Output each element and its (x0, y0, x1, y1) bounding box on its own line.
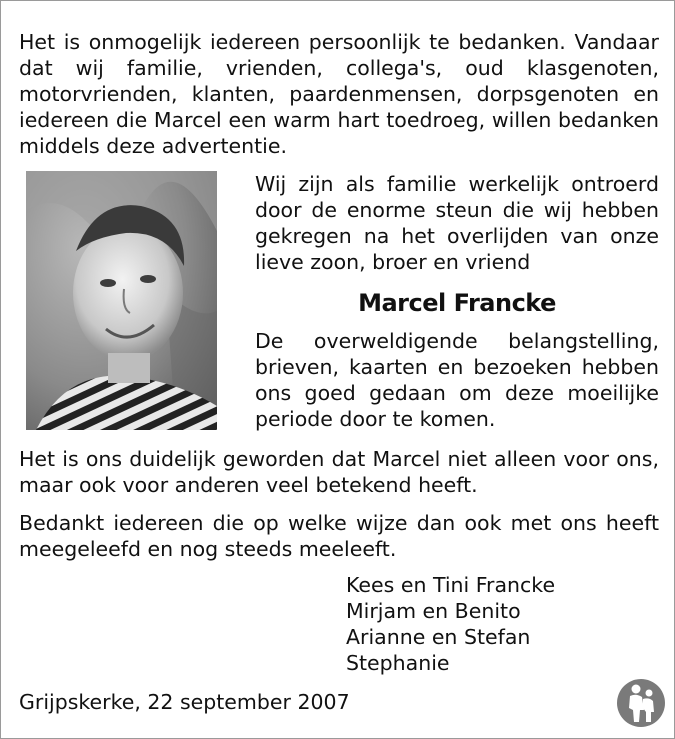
signature-line: Stephanie (346, 651, 450, 675)
deceased-name: Marcel Francke (358, 289, 556, 317)
portrait-photo (26, 171, 217, 430)
comforting-figures-icon (616, 678, 666, 728)
signature-line: Arianne en Stefan (346, 625, 531, 649)
signatures (346, 572, 555, 676)
signature-line: Kees en Tini Francke (346, 573, 556, 597)
meaning-paragraph: Het is ons duidelijk geworden dat Marcel niet alleen voor ons, maar ook voor anderen veel betekend heeft. (19, 447, 659, 497)
intro-paragraph: Het is onmogelijk iedereen persoonlijk te bedanken. Vandaar dat wij familie, vrienden, collega's, oud klasgenoten, motorvrienden, klanten, paardenmensen, dorpsgenoten en iedereen die Marcel een warm hart toedroeg, willen bedanken middels deze advertentie. (19, 30, 659, 158)
place-date: Grijpskerke, 22 september 2007 (19, 690, 350, 714)
thanks-paragraph: Bedankt iedereen die op welke wijze dan ook met ons heeft meegeleefd en nog steeds meeleeft. (19, 511, 659, 561)
support-paragraph: Wij zijn als familie werkelijk ontroerd door de enorme steun die wij hebben gekregen na het overlijden van onze lieve zoon, broer en vriend (255, 172, 659, 274)
sympathy-paragraph: De overweldigende belangstelling, brieven, kaarten en bezoeken hebben ons goed gedaan om deze moeilijke periode door te komen. (255, 329, 659, 431)
signature-line: Mirjam en Benito (346, 599, 521, 623)
